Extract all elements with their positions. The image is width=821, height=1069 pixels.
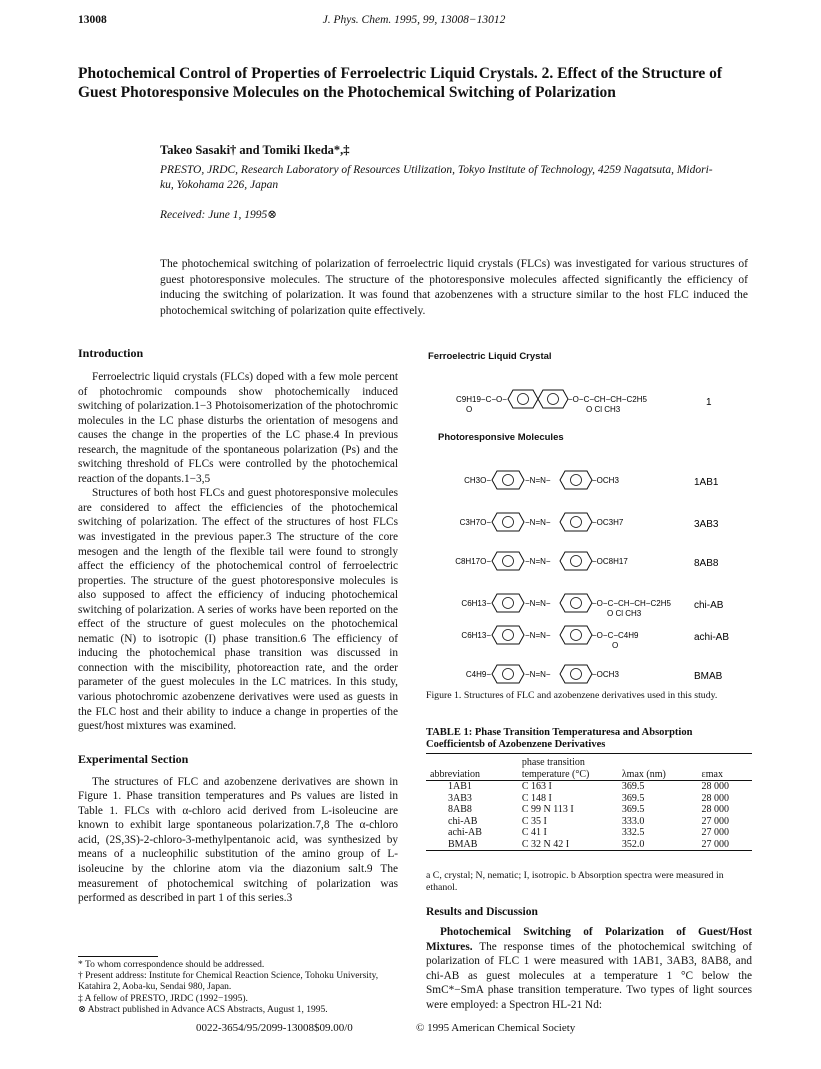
table-cell: 369.5 [621,781,645,792]
molecule-right-group: −OCH3 [592,670,619,679]
benzene-ring-icon [492,552,524,570]
flc-label: 1 [706,397,712,408]
table-cell: C 32 N 42 I [521,838,570,850]
table-cell: C 148 I [521,792,552,804]
table-cell: C 41 I [521,827,547,838]
molecule-left-group: C6H13− [461,599,491,608]
molecule-label: chi-AB [694,600,724,611]
benzene-ring-icon [560,513,592,531]
table-cell: 27 000 [701,838,730,850]
results-text: The response times of the photochemical switching of polarization of FLC 1 were measured with 1AB1, 3AB3, 8AB8, and chi-AB as guest molecules at a temperature 1 °C below the SmC*−SmA phase transition temperature. Two types of light sources were employed: a Spectron HL-21 Nd: [426,940,753,1011]
molecule-right-group: −OC8H17 [592,557,628,566]
table-top-rule [426,753,752,754]
benzene-ring-icon [560,665,592,683]
molecule-left-group: C8H17O− [455,557,491,566]
molecule-right-group: −O−C−C4H9 [592,631,639,640]
benzene-ring-icon [560,594,592,612]
table-cell: 27 000 [701,827,730,838]
experimental-paragraph: The structures of FLC and azobenzene derivatives are shown in Figure 1. Phase transition temperatures and Ps values are listed in Table 1. FLCs with α-chloro acid derived from L-isoleucine are known to exhibit large spontaneous polarization.7,8 The α-chloro acid, (2S,3S)-2-chloro-3-methylpentanoic acid, was synthesized by means of a nucleophilic substitution of the amino group of L-isoleucine by the chlorine atom via the diazonium salt.9 The measurement of photochemical switching of polarization was performed as described in part 1 of this series.3 [78,775,398,905]
table-cell: chi-AB [448,815,478,827]
flc-left-oxygen: O [466,405,473,414]
molecule-right-group: −OC3H7 [592,518,624,527]
intro-paragraph: Structures of both host FLCs and guest photoresponsive molecules are considered to affect the efficiencies of the photochemical switching of polarization. The effect of the structures of host FLCs was investigated in the previous paper.3 The structure of the core mesogen and the length of the flexible tail were found to strongly affect the efficiency of the photochemical control of ferroelectric properties. The structure of the guest photoresponsive molecules is also supposed to affect the efficiency of inducing photochemical switching of polarization. A series of works have been reported on the effect of the structure of guest molecules on the photochemical nematic (N) to isotropic (I) phase transition.6 The efficiency of inducing the photochemical phase transition was discussed in connection with the miscibility, photoreaction rate, and the order parameter of the guest molecules in the LC matrices. In this study, various photochromic azobenzene derivatives were used as guests in the FLC host and their ability to induce a change in properties of the guest/host mixtures was examined. [78,487,398,733]
table-cell: 28 000 [701,792,730,804]
table-cell: 333.0 [621,815,645,827]
benzene-ring-icon [560,552,592,570]
molecule-achi-ab [461,626,729,650]
azo-linkage: −N=N− [525,476,551,485]
benzene-ring-icon [492,471,524,489]
molecule-8ab8 [455,552,719,570]
molecule-substituents: O Cl CH3 [607,609,642,618]
table-cell: 28 000 [701,804,730,815]
benzene-ring-icon [560,626,592,644]
azo-linkage: −N=N− [525,631,551,640]
figure-heading-photo: Photoresponsive Molecules [438,432,564,443]
azo-linkage: −N=N− [525,557,551,566]
azo-linkage: −N=N− [525,599,551,608]
table-row [426,839,752,851]
table-cell: 1AB1 [448,781,472,792]
table-cell: 28 000 [701,781,730,792]
article-title: Photochemical Control of Properties of Ferroelectric Liquid Crystals. 2. Effect of the Structure of Guest Photoresponsive Molecules on the Photochemical Switching of Polarization [78,65,723,101]
molecule-label: BMAB [694,671,723,682]
table-row [426,793,752,805]
molecule-3ab3 [460,513,719,531]
molecule-left-group: CH3O− [464,476,491,485]
table-cell: 27 000 [701,815,730,827]
affiliation: PRESTO, JRDC, Research Laboratory of Resources Utilization, Tokyo Institute of Technology, 4259 Nagatsuta, Midori-ku, Yokohama 226, Japan [160,164,713,191]
flc-right-group: −O−C−CH−CH−C2H5 [568,395,647,404]
table-1 [426,757,752,851]
molecule-substituents: O [612,641,619,650]
benzene-ring-icon [538,390,568,408]
experimental-heading: Experimental Section [78,751,189,766]
table-header-cell: εmax [701,768,723,780]
figure-caption: Figure 1. Structures of FLC and azobenzene derivatives used in this study. [426,690,718,701]
table-cell: 369.5 [621,792,645,804]
molecule-label: 1AB1 [694,477,719,488]
footnote: ‡ A fellow of PRESTO, JRDC (1992−1995). [78,993,248,1004]
flc-right-substituents: O Cl CH3 [586,405,621,414]
table-cell: 8AB8 [448,804,472,815]
table-row [426,804,752,816]
intro-paragraph: Ferroelectric liquid crystals (FLCs) doped with a few mole percent of photochromic compounds show photochemically induced switching of polarization.1−3 Photoisomerization of the photochromic molecules in the LC phase disturbs the orientation of mesogens and causes the change in the properties of the LC phase.4 In previous research, the magnitude of the spontaneous polarization (Ps) and the switching threshold of FLCs were controlled by the photochemical reaction of the dopants.1−3,5 [78,371,398,485]
footnote: † Present address: Institute for Chemical Reaction Science, Tohoku University, Katahira 2, Aoba-ku, Sendai 980, Japan. [78,971,379,993]
benzene-ring-icon [508,390,538,408]
footnote-rule [78,956,158,957]
molecule-chi-ab [461,594,723,618]
results-subheading: Photochemical Switching of Polarization of Guest/Host Mixtures. [426,926,752,953]
abstract: The photochemical switching of polarization of ferroelectric liquid crystals (FLCs) was investigated for various structures of guest photoresponsive molecules. The structure of the photoresponsive molecules affected significantly the efficiency of inducing the switching of polarization. It was found that azobenzenes with a structure similar to the host FLC induced the photochemical switching of polarization quite effectively. [160,258,748,317]
table-cell: C 35 I [521,815,547,827]
table-header-cell: abbreviation [430,768,480,780]
table-header-cell: λmax (nm) [621,768,666,780]
table-cell: C 99 N 113 I [521,804,574,815]
molecule-left-group: C6H13− [461,631,491,640]
page-number: 13008 [78,14,107,26]
results-heading: Results and Discussion [426,906,538,918]
table-row [426,816,752,828]
table-row [426,781,752,793]
azo-linkage: −N=N− [525,518,551,527]
experimental-body [78,775,398,906]
figure-heading-flc: Ferroelectric Liquid Crystal [428,351,552,362]
molecule-right-group: −O−C−CH−CH−C2H5 [592,599,671,608]
flc-structure [456,390,712,414]
authors: Takeo Sasaki† and Tomiki Ikeda*,‡ [160,143,350,157]
left-column [78,346,398,906]
table-bottom-rule [426,850,752,851]
benzene-ring-icon [560,471,592,489]
results-body [426,925,752,1012]
molecule-right-group: −OCH3 [592,476,619,485]
table-header-cell: phase transition temperature (°C) [521,757,590,780]
footer-code: 0022-3654/95/2099-13008$09.00/0 [196,1022,353,1034]
molecule-left-group: C4H9− [465,670,491,679]
introduction-body [78,370,398,734]
molecule-1ab1 [464,471,719,489]
figure-1-azobenzenes [426,458,756,698]
footnote: * To whom correspondence should be addressed. [78,960,265,970]
table-cell: 352.0 [621,838,645,850]
flc-left-group: C9H19−C−O− [456,395,507,404]
benzene-ring-icon [492,665,524,683]
azo-linkage: −N=N− [525,670,551,679]
molecule-label: 3AB3 [694,519,719,530]
footer-copyright: © 1995 American Chemical Society [416,1022,576,1034]
table-row [426,827,752,839]
table-cell: 369.5 [621,804,645,815]
molecule-left-group: C3H7O− [459,518,491,527]
received-date: Received: June 1, 1995⊗ [160,209,277,221]
molecule-bmab [466,665,723,683]
table-cell: C 163 I [521,781,552,792]
footnote: ⊗ Abstract published in Advance ACS Abstracts, August 1, 1995. [78,1004,328,1015]
footnotes [78,960,398,1016]
table-cell: achi-AB [448,827,482,838]
benzene-ring-icon [492,626,524,644]
benzene-ring-icon [492,594,524,612]
table-cell: 332.5 [621,827,645,838]
molecule-label: achi-AB [694,632,730,643]
benzene-ring-icon [492,513,524,531]
table-cell: 3AB3 [448,792,472,804]
table-cell: BMAB [448,838,478,850]
table-header-row [426,757,752,780]
table-footnote: a C, crystal; N, nematic; I, isotropic. b Absorption spectra were measured in ethanol. [426,870,724,893]
journal-citation: J. Phys. Chem. 1995, 99, 13008−13012 [322,14,506,26]
table-caption: TABLE 1: Phase Transition Temperaturesa and Absorption Coefficientsb of Azobenzene Derivatives [426,727,693,750]
introduction-heading: Introduction [78,346,144,360]
molecule-label: 8AB8 [694,558,719,569]
